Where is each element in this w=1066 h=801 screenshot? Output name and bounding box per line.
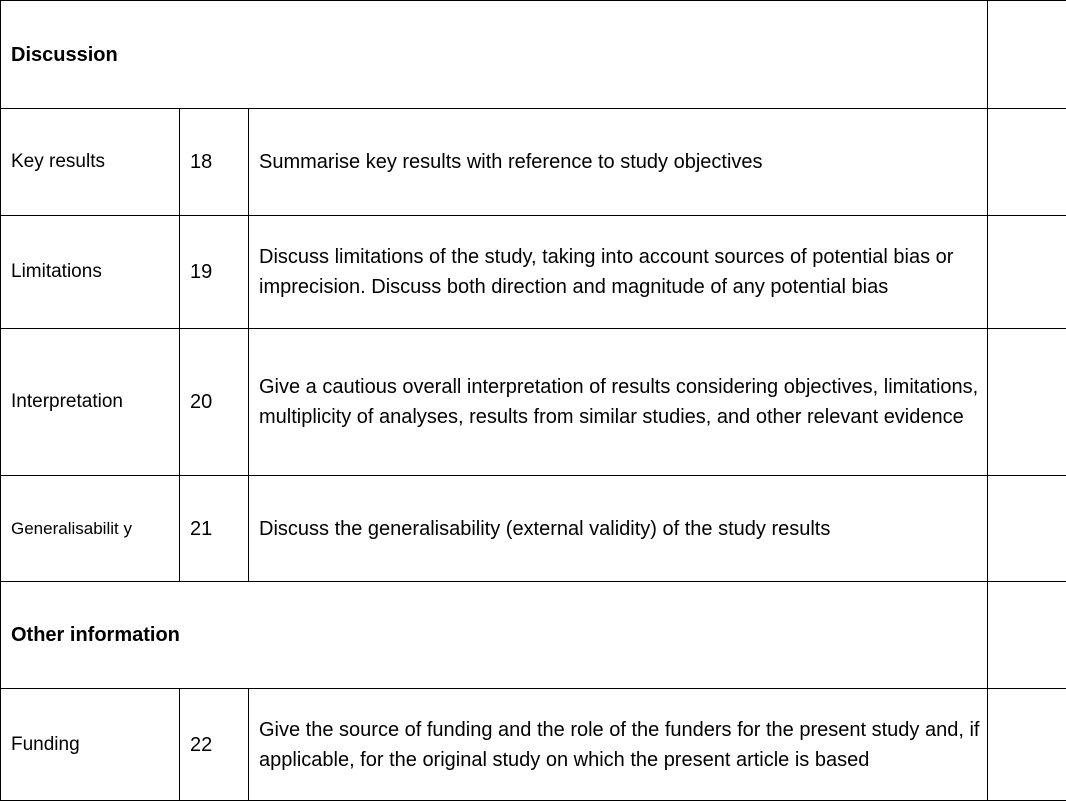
page-cell — [988, 109, 1066, 216]
item-description: Discuss the generalisability (external validity) of the study results — [249, 476, 988, 582]
item-label: Key results — [1, 109, 180, 216]
item-label: Limitations — [1, 216, 180, 329]
item-label: Funding — [1, 689, 180, 801]
item-description: Give the source of funding and the role of the funders for the present study and, if applicable, for the original study on which the present article is based — [249, 689, 988, 801]
item-number: 19 — [180, 216, 249, 329]
item-number: 20 — [180, 329, 249, 476]
table-row — [1, 689, 1066, 801]
section-header-row — [1, 582, 1066, 689]
table-row — [1, 216, 1066, 329]
page-cell — [988, 1, 1066, 109]
page-cell — [988, 582, 1066, 689]
page-cell — [988, 216, 1066, 329]
item-description: Discuss limitations of the study, taking into account sources of potential bias or imprecision. Discuss both direction and magnitude of any potential bias — [249, 216, 988, 329]
section-title-discussion: Discussion — [1, 1, 988, 109]
page-cell — [988, 329, 1066, 476]
item-label: Interpretation — [1, 329, 180, 476]
page-cell — [988, 476, 1066, 582]
table-row — [1, 476, 1066, 582]
item-description: Give a cautious overall interpretation of results considering objectives, limitations, multiplicity of analyses, results from similar studies, and other relevant evidence — [249, 329, 988, 476]
item-number: 21 — [180, 476, 249, 582]
page-cell — [988, 689, 1066, 801]
section-title-other-information: Other information — [1, 582, 988, 689]
table-row — [1, 109, 1066, 216]
item-description: Summarise key results with reference to study objectives — [249, 109, 988, 216]
item-label: Generalisabilit y — [1, 476, 180, 582]
item-number: 22 — [180, 689, 249, 801]
section-header-row — [1, 1, 1066, 109]
table-row — [1, 329, 1066, 476]
item-number: 18 — [180, 109, 249, 216]
